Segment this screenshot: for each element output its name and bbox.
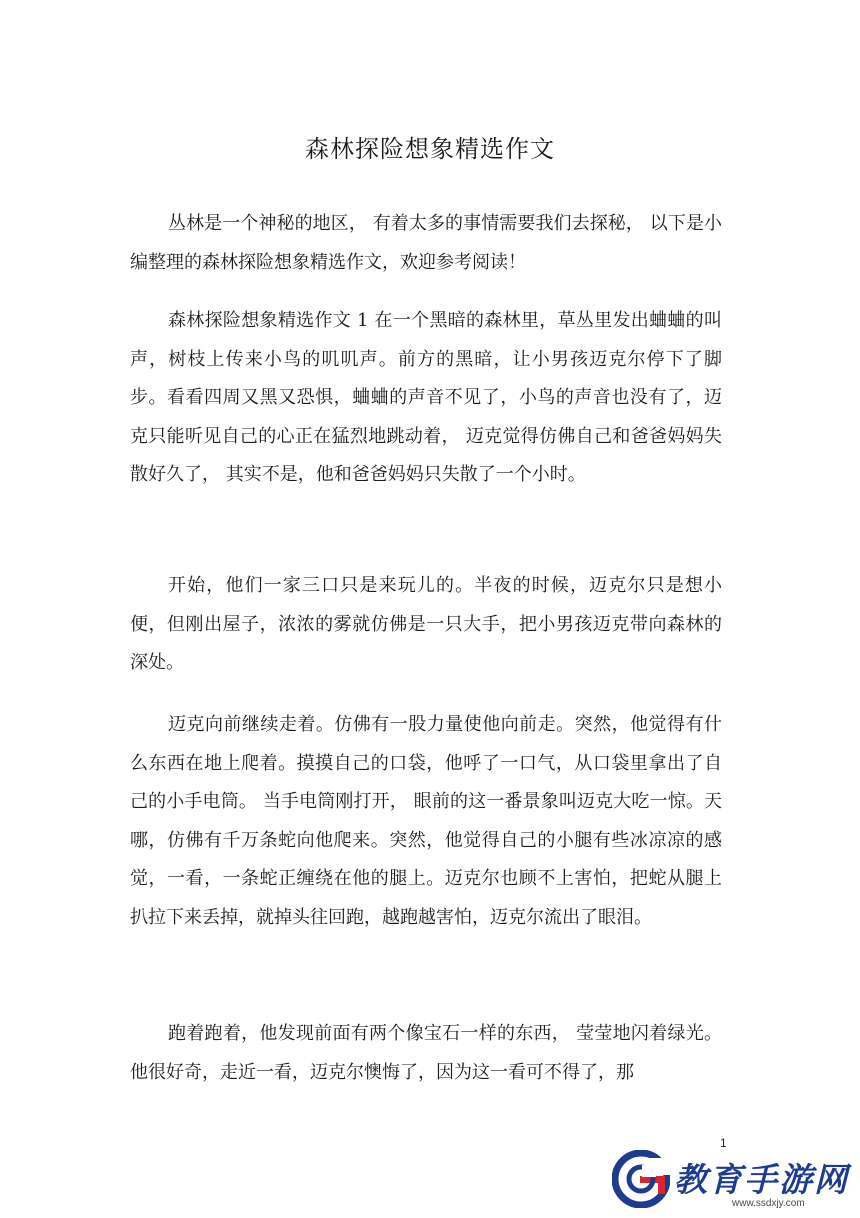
- paragraph-beginning: 开始，他们一家三口只是来玩儿的。半夜的时候，迈克尔只是想小便，但刚出屋子，浓浓的雾就仿佛是一只大手，把小男孩迈克带向森林的深处。: [130, 575, 722, 673]
- letter-g-logo-icon: [612, 1150, 670, 1208]
- watermark-url: www.ssdxjy.com: [732, 1198, 805, 1209]
- paragraph-intro: 丛林是一个神秘的地区， 有着太多的事情需要我们去探秘， 以下是小编整理的森林探险想象精选作文，欢迎参考阅读！: [130, 213, 722, 273]
- watermark-site-name: 教育手游网: [674, 1160, 849, 1199]
- paragraph-snakes: 迈克向前继续走着。仿佛有一股力量使他向前走。突然，他觉得有什么东西在地上爬着。摸摸自己的口袋，他呼了一口气，从口袋里拿出了自己的小手电筒。 当手电筒刚打开， 眼前的这一番景象叫迈克大吃一惊。天哪，仿佛有千万条蛇向他爬来。突然，他觉得自己的小腿有些冰凉凉的感觉，一看，一条蛇正缠绕在他的腿上。迈克尔也顾不上害怕，把蛇从腿上扒拉下来丢掉，就掉头往回跑，越跑越害怕，迈克尔流出了眼泪。: [130, 714, 722, 928]
- document-title: 森林探险想象精选作文: [305, 135, 555, 163]
- paragraph-essay-1: 森林探险想象精选作文 1 在一个黑暗的森林里，草丛里发出蛐蛐的叫声，树枝上传来小鸟的叽叽声。前方的黑暗，让小男孩迈克尔停下了脚步。看看四周又黑又恐惧，蛐蛐的声音不见了，小鸟的声音也没有了，迈克只能听见自己的心正在猛烈地跳动着， 迈克觉得仿佛自己和爸爸妈妈失散好久了， 其实不是，他和爸爸妈妈只失散了一个小时。: [130, 310, 722, 485]
- site-watermark: [612, 1148, 852, 1212]
- paragraph-gems: 跑着跑着，他发现前面有两个像宝石一样的东西， 莹莹地闪着绿光。他很好奇，走近一看，迈克尔懊悔了，因为这一看可不得了，那: [130, 1023, 722, 1083]
- page-number: 1: [720, 1136, 727, 1150]
